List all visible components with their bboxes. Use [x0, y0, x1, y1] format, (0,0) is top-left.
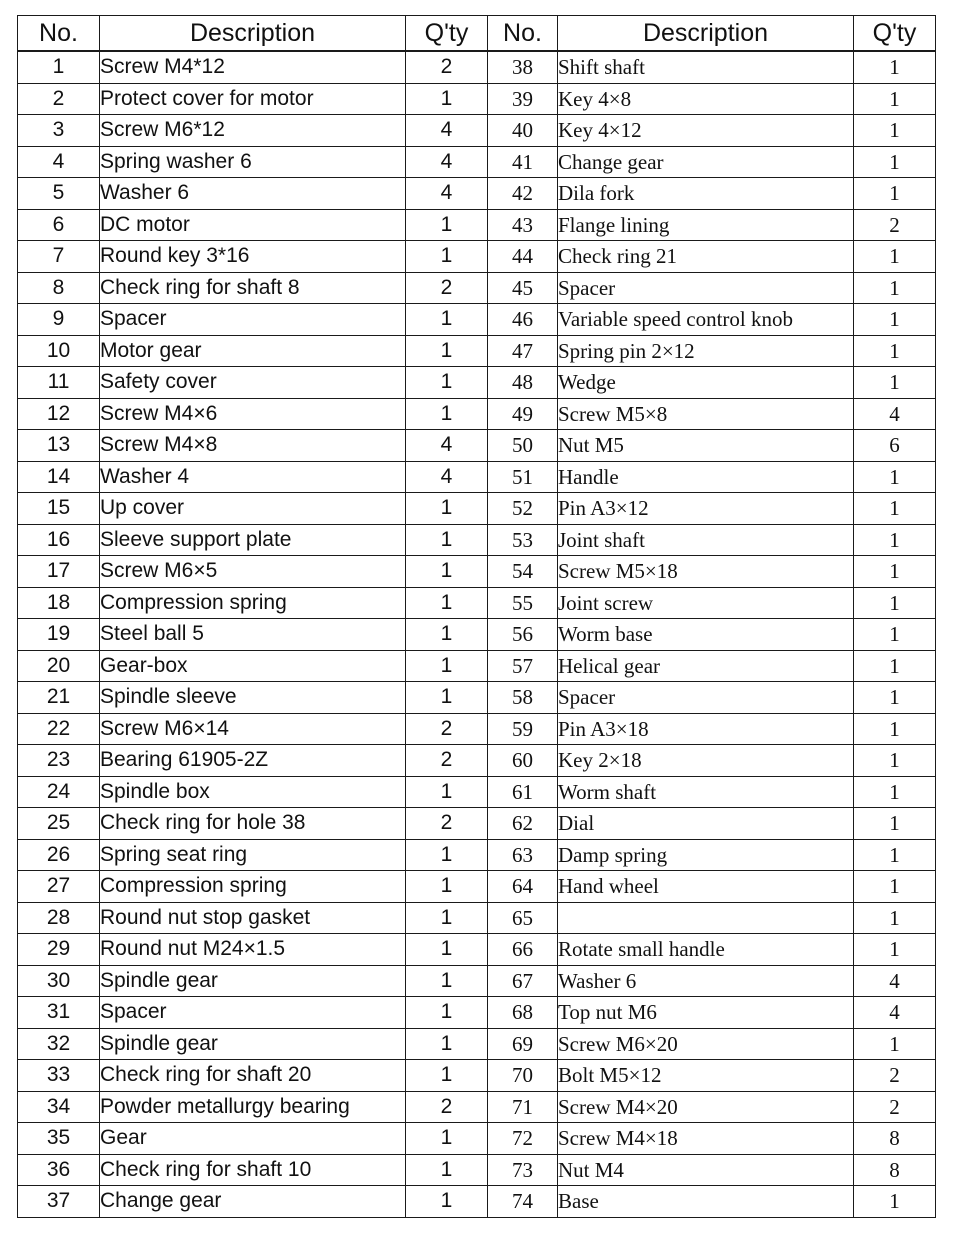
part-number-right: 43	[488, 209, 558, 241]
part-description-right: Bolt M5×12	[558, 1060, 854, 1092]
table-row	[18, 524, 936, 556]
part-number-right: 41	[488, 146, 558, 178]
table-row	[18, 1091, 936, 1123]
table-row	[18, 1060, 936, 1092]
table-row	[18, 367, 936, 399]
part-description-right: Helical gear	[558, 650, 854, 682]
part-number-left: 24	[18, 776, 100, 808]
part-description-left: Compression spring	[100, 871, 406, 903]
part-description-left: Bearing 61905-2Z	[100, 745, 406, 777]
part-qty-right: 1	[854, 1028, 936, 1060]
header-qty-right: Q'ty	[854, 16, 936, 52]
part-description-left: Motor gear	[100, 335, 406, 367]
part-description-right: Joint screw	[558, 587, 854, 619]
part-qty-right: 1	[854, 902, 936, 934]
part-qty-left: 2	[406, 808, 488, 840]
part-number-left: 6	[18, 209, 100, 241]
part-qty-left: 1	[406, 587, 488, 619]
part-qty-left: 1	[406, 335, 488, 367]
part-number-left: 15	[18, 493, 100, 525]
part-qty-right: 8	[854, 1123, 936, 1155]
part-qty-left: 1	[406, 839, 488, 871]
part-description-right: Top nut M6	[558, 997, 854, 1029]
part-description-right: Screw M4×18	[558, 1123, 854, 1155]
part-qty-right: 4	[854, 965, 936, 997]
part-description-right: Screw M6×20	[558, 1028, 854, 1060]
part-description-left: Spindle sleeve	[100, 682, 406, 714]
table-row	[18, 713, 936, 745]
part-qty-left: 2	[406, 51, 488, 83]
part-number-left: 13	[18, 430, 100, 462]
part-number-right: 46	[488, 304, 558, 336]
part-qty-right: 1	[854, 776, 936, 808]
part-qty-left: 4	[406, 430, 488, 462]
part-number-right: 55	[488, 587, 558, 619]
part-qty-right: 1	[854, 619, 936, 651]
part-description-right: Rotate small handle	[558, 934, 854, 966]
part-number-right: 61	[488, 776, 558, 808]
part-description-right: Screw M5×18	[558, 556, 854, 588]
header-no-right: No.	[488, 16, 558, 52]
parts-table-body	[18, 51, 936, 1217]
part-description-left: Spring washer 6	[100, 146, 406, 178]
part-number-left: 28	[18, 902, 100, 934]
part-qty-right: 1	[854, 713, 936, 745]
table-row	[18, 178, 936, 210]
part-number-left: 1	[18, 51, 100, 83]
part-qty-left: 1	[406, 650, 488, 682]
part-description-left: Compression spring	[100, 587, 406, 619]
part-description-left: Spindle gear	[100, 1028, 406, 1060]
part-number-right: 70	[488, 1060, 558, 1092]
part-number-right: 66	[488, 934, 558, 966]
part-qty-right: 1	[854, 871, 936, 903]
part-description-right: Nut M5	[558, 430, 854, 462]
part-number-right: 74	[488, 1186, 558, 1218]
table-row	[18, 146, 936, 178]
part-number-left: 7	[18, 241, 100, 273]
part-qty-left: 1	[406, 934, 488, 966]
part-number-right: 40	[488, 115, 558, 147]
part-qty-left: 1	[406, 871, 488, 903]
part-number-right: 53	[488, 524, 558, 556]
part-number-right: 60	[488, 745, 558, 777]
part-number-left: 9	[18, 304, 100, 336]
part-number-right: 45	[488, 272, 558, 304]
part-description-right: Flange lining	[558, 209, 854, 241]
part-description-left: Powder metallurgy bearing	[100, 1091, 406, 1123]
table-row	[18, 335, 936, 367]
table-row	[18, 997, 936, 1029]
part-description-left: Check ring for shaft 8	[100, 272, 406, 304]
part-number-left: 32	[18, 1028, 100, 1060]
table-row	[18, 808, 936, 840]
part-number-left: 5	[18, 178, 100, 210]
part-qty-right: 8	[854, 1154, 936, 1186]
table-row	[18, 1028, 936, 1060]
part-number-right: 44	[488, 241, 558, 273]
table-row	[18, 51, 936, 83]
part-description-right: Key 4×12	[558, 115, 854, 147]
part-description-right: Damp spring	[558, 839, 854, 871]
part-qty-left: 4	[406, 146, 488, 178]
part-qty-right: 1	[854, 524, 936, 556]
part-qty-left: 1	[406, 1123, 488, 1155]
part-description-left: Spacer	[100, 997, 406, 1029]
table-row	[18, 871, 936, 903]
part-number-left: 12	[18, 398, 100, 430]
part-qty-left: 1	[406, 965, 488, 997]
part-qty-left: 2	[406, 713, 488, 745]
part-number-left: 11	[18, 367, 100, 399]
table-row	[18, 1123, 936, 1155]
part-qty-right: 4	[854, 997, 936, 1029]
table-row	[18, 619, 936, 651]
part-description-left: DC motor	[100, 209, 406, 241]
part-qty-right: 6	[854, 430, 936, 462]
part-description-left: Screw M6×14	[100, 713, 406, 745]
part-qty-left: 1	[406, 902, 488, 934]
part-number-right: 63	[488, 839, 558, 871]
part-description-left: Round nut stop gasket	[100, 902, 406, 934]
part-description-left: Safety cover	[100, 367, 406, 399]
part-qty-right: 1	[854, 272, 936, 304]
table-row	[18, 556, 936, 588]
part-qty-left: 1	[406, 1154, 488, 1186]
part-description-right: Worm shaft	[558, 776, 854, 808]
part-number-left: 35	[18, 1123, 100, 1155]
part-qty-right: 1	[854, 51, 936, 83]
part-number-left: 8	[18, 272, 100, 304]
part-qty-left: 1	[406, 209, 488, 241]
part-number-left: 18	[18, 587, 100, 619]
part-description-right: Spacer	[558, 272, 854, 304]
part-description-right: Pin A3×18	[558, 713, 854, 745]
table-row	[18, 650, 936, 682]
header-no-left: No.	[18, 16, 100, 52]
part-description-left: Spacer	[100, 304, 406, 336]
table-row	[18, 1154, 936, 1186]
part-description-right: Joint shaft	[558, 524, 854, 556]
part-qty-right: 2	[854, 209, 936, 241]
part-number-right: 69	[488, 1028, 558, 1060]
part-number-right: 62	[488, 808, 558, 840]
table-row	[18, 398, 936, 430]
table-row	[18, 587, 936, 619]
part-description-left: Check ring for shaft 10	[100, 1154, 406, 1186]
table-row	[18, 272, 936, 304]
part-description-left: Washer 4	[100, 461, 406, 493]
part-description-left: Gear	[100, 1123, 406, 1155]
part-description-left: Check ring for hole 38	[100, 808, 406, 840]
part-number-right: 49	[488, 398, 558, 430]
part-qty-right: 1	[854, 808, 936, 840]
part-number-left: 37	[18, 1186, 100, 1218]
part-number-right: 48	[488, 367, 558, 399]
part-qty-left: 1	[406, 1028, 488, 1060]
part-qty-left: 1	[406, 619, 488, 651]
part-number-left: 2	[18, 83, 100, 115]
part-description-right: Screw M4×20	[558, 1091, 854, 1123]
part-qty-right: 1	[854, 934, 936, 966]
part-qty-left: 1	[406, 556, 488, 588]
part-description-right: Hand wheel	[558, 871, 854, 903]
table-row	[18, 304, 936, 336]
part-number-left: 26	[18, 839, 100, 871]
part-number-left: 23	[18, 745, 100, 777]
table-header-row	[18, 16, 936, 52]
part-number-right: 39	[488, 83, 558, 115]
part-description-right: Spacer	[558, 682, 854, 714]
part-qty-right: 4	[854, 398, 936, 430]
part-qty-left: 1	[406, 367, 488, 399]
part-qty-right: 1	[854, 650, 936, 682]
table-row	[18, 430, 936, 462]
part-qty-right: 1	[854, 115, 936, 147]
part-qty-left: 1	[406, 241, 488, 273]
part-qty-left: 4	[406, 461, 488, 493]
table-row	[18, 965, 936, 997]
part-qty-right: 1	[854, 1186, 936, 1218]
part-qty-left: 1	[406, 524, 488, 556]
table-row	[18, 461, 936, 493]
part-description-right: Dial	[558, 808, 854, 840]
table-row	[18, 839, 936, 871]
part-number-right: 38	[488, 51, 558, 83]
part-number-left: 25	[18, 808, 100, 840]
part-description-right: Change gear	[558, 146, 854, 178]
part-description-right: Variable speed control knob	[558, 304, 854, 336]
part-description-right: Washer 6	[558, 965, 854, 997]
part-qty-right: 1	[854, 493, 936, 525]
table-row	[18, 776, 936, 808]
part-number-left: 27	[18, 871, 100, 903]
part-number-left: 33	[18, 1060, 100, 1092]
part-number-left: 21	[18, 682, 100, 714]
part-number-left: 31	[18, 997, 100, 1029]
table-row	[18, 241, 936, 273]
part-description-right	[558, 902, 854, 934]
part-number-left: 3	[18, 115, 100, 147]
part-description-right: Key 4×8	[558, 83, 854, 115]
part-number-left: 16	[18, 524, 100, 556]
part-qty-left: 1	[406, 398, 488, 430]
part-description-right: Check ring 21	[558, 241, 854, 273]
part-number-right: 54	[488, 556, 558, 588]
table-row	[18, 934, 936, 966]
part-description-right: Screw M5×8	[558, 398, 854, 430]
part-number-left: 14	[18, 461, 100, 493]
part-qty-left: 1	[406, 1186, 488, 1218]
part-qty-right: 1	[854, 461, 936, 493]
table-row	[18, 115, 936, 147]
part-number-right: 71	[488, 1091, 558, 1123]
part-number-right: 56	[488, 619, 558, 651]
part-number-right: 65	[488, 902, 558, 934]
part-qty-right: 1	[854, 335, 936, 367]
part-qty-left: 1	[406, 682, 488, 714]
part-qty-left: 4	[406, 178, 488, 210]
part-description-right: Handle	[558, 461, 854, 493]
part-qty-right: 1	[854, 745, 936, 777]
part-number-right: 67	[488, 965, 558, 997]
part-number-right: 51	[488, 461, 558, 493]
part-number-left: 4	[18, 146, 100, 178]
part-description-left: Sleeve support plate	[100, 524, 406, 556]
header-description-left: Description	[100, 16, 406, 52]
part-description-left: Washer 6	[100, 178, 406, 210]
part-description-left: Round key 3*16	[100, 241, 406, 273]
part-qty-right: 2	[854, 1060, 936, 1092]
part-description-right: Base	[558, 1186, 854, 1218]
part-qty-left: 1	[406, 1060, 488, 1092]
part-number-right: 72	[488, 1123, 558, 1155]
part-qty-left: 1	[406, 83, 488, 115]
part-number-left: 22	[18, 713, 100, 745]
part-number-right: 47	[488, 335, 558, 367]
part-qty-right: 1	[854, 178, 936, 210]
part-description-left: Gear-box	[100, 650, 406, 682]
table-row	[18, 83, 936, 115]
part-number-left: 10	[18, 335, 100, 367]
table-row	[18, 209, 936, 241]
part-number-left: 30	[18, 965, 100, 997]
part-number-right: 50	[488, 430, 558, 462]
table-row	[18, 902, 936, 934]
part-qty-left: 2	[406, 272, 488, 304]
part-qty-left: 1	[406, 304, 488, 336]
part-description-left: Spring seat ring	[100, 839, 406, 871]
part-description-right: Pin A3×12	[558, 493, 854, 525]
part-qty-right: 1	[854, 304, 936, 336]
part-description-left: Screw M4×8	[100, 430, 406, 462]
part-number-left: 34	[18, 1091, 100, 1123]
part-description-right: Key 2×18	[558, 745, 854, 777]
part-qty-right: 1	[854, 587, 936, 619]
table-row	[18, 493, 936, 525]
parts-list-table	[17, 15, 936, 1218]
part-number-right: 64	[488, 871, 558, 903]
part-description-right: Shift shaft	[558, 51, 854, 83]
part-description-left: Screw M6×5	[100, 556, 406, 588]
table-row	[18, 1186, 936, 1218]
part-qty-right: 1	[854, 83, 936, 115]
part-qty-right: 1	[854, 682, 936, 714]
part-description-left: Change gear	[100, 1186, 406, 1218]
part-qty-right: 1	[854, 241, 936, 273]
part-qty-left: 1	[406, 776, 488, 808]
header-qty-left: Q'ty	[406, 16, 488, 52]
part-qty-right: 1	[854, 146, 936, 178]
part-description-left: Up cover	[100, 493, 406, 525]
part-number-right: 68	[488, 997, 558, 1029]
part-description-right: Nut M4	[558, 1154, 854, 1186]
part-number-right: 73	[488, 1154, 558, 1186]
part-description-left: Protect cover for motor	[100, 83, 406, 115]
part-description-left: Spindle box	[100, 776, 406, 808]
part-number-right: 52	[488, 493, 558, 525]
part-number-right: 42	[488, 178, 558, 210]
part-description-left: Round nut M24×1.5	[100, 934, 406, 966]
part-number-left: 36	[18, 1154, 100, 1186]
part-description-right: Dila fork	[558, 178, 854, 210]
part-number-left: 17	[18, 556, 100, 588]
part-qty-left: 1	[406, 493, 488, 525]
part-number-right: 59	[488, 713, 558, 745]
part-number-left: 19	[18, 619, 100, 651]
part-qty-left: 2	[406, 1091, 488, 1123]
part-number-right: 58	[488, 682, 558, 714]
part-qty-left: 1	[406, 997, 488, 1029]
part-description-right: Spring pin 2×12	[558, 335, 854, 367]
header-description-right: Description	[558, 16, 854, 52]
part-description-right: Wedge	[558, 367, 854, 399]
part-description-left: Screw M4*12	[100, 51, 406, 83]
part-description-left: Screw M4×6	[100, 398, 406, 430]
part-qty-right: 1	[854, 367, 936, 399]
part-number-right: 57	[488, 650, 558, 682]
part-number-left: 29	[18, 934, 100, 966]
part-description-left: Spindle gear	[100, 965, 406, 997]
part-number-left: 20	[18, 650, 100, 682]
part-qty-right: 1	[854, 556, 936, 588]
part-qty-right: 1	[854, 839, 936, 871]
part-description-right: Worm base	[558, 619, 854, 651]
part-qty-right: 2	[854, 1091, 936, 1123]
part-description-left: Steel ball 5	[100, 619, 406, 651]
part-qty-left: 4	[406, 115, 488, 147]
part-description-left: Screw M6*12	[100, 115, 406, 147]
table-row	[18, 682, 936, 714]
part-description-left: Check ring for shaft 20	[100, 1060, 406, 1092]
table-row	[18, 745, 936, 777]
part-qty-left: 2	[406, 745, 488, 777]
